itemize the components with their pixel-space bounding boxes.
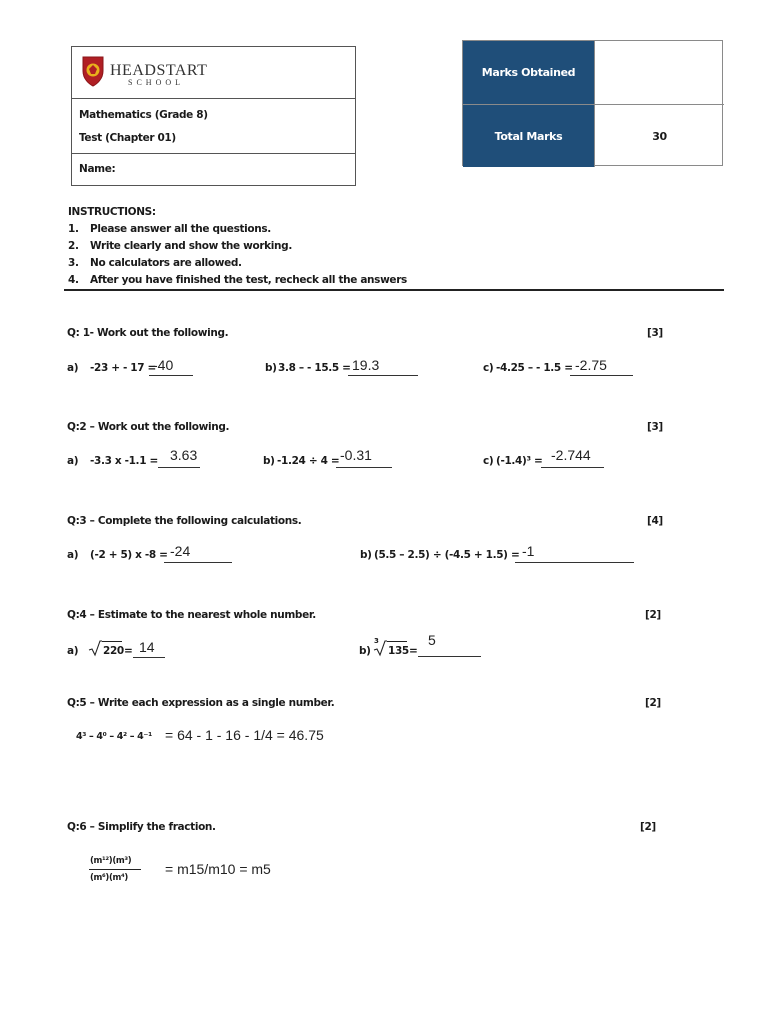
total-marks-header [463,104,594,167]
name-label: Name: [79,163,116,175]
q1-marks: [3] [647,327,663,339]
q5-answer: = 64 - 1 - 16 - 1/4 = 46.75 [165,727,324,743]
total-marks-label: Total Marks [494,129,563,143]
q3a-label: a) [67,549,79,561]
q5-expression: 4³ – 4⁰ – 4² – 4⁻¹ [76,731,152,742]
q3-marks: [4] [647,515,663,527]
q6-numerator: (m¹²)(m³) [90,856,132,866]
q2a-answer: 3.63 [170,447,198,463]
q6-denominator: (m⁶)(m⁴) [90,873,128,883]
q4-title: Q:4 – Estimate to the nearest whole number. [67,609,316,621]
q2c-expression: (-1.4)³ = [496,455,543,467]
q4b-root-index: 3 [374,637,379,645]
school-name-sub: SCHOOL [128,78,185,87]
q4b-label: b) [359,645,371,657]
school-header-box [71,46,356,186]
q1a-expression: -23 + - 17 = [90,362,156,374]
q1b-label: b) [265,362,277,374]
marks-obtained-header [463,41,594,104]
q2a-answer-line [158,449,200,468]
q3b-expression: (5.5 – 2.5) ÷ (-4.5 + 1.5) = [374,549,520,561]
q4b-equals: = [409,645,418,657]
q3b-label: b) [360,549,372,561]
q4a-answer-line [133,640,165,658]
q2a-label: a) [67,455,79,467]
marks-table [462,40,723,166]
cube-root-icon [373,640,387,657]
subject-row [72,99,355,154]
school-name: HEADSTART [110,62,208,79]
q4a-equals: = [124,645,133,657]
total-marks-cell [594,104,724,167]
q1b-answer-line [348,358,418,376]
instruction-text: After you have finished the test, recheck all the answers [90,274,407,286]
q3a-expression: (-2 + 5) x -8 = [90,549,168,561]
q5-marks: [2] [645,697,661,709]
school-crest-icon [81,55,105,87]
q1b-answer: 19.3 [352,357,380,373]
q3-title: Q:3 – Complete the following calculations. [67,515,302,527]
instruction-text: No calculators are allowed. [90,257,242,269]
q6-answer: = m15/m10 = m5 [165,861,271,877]
q2-marks: [3] [647,421,663,433]
marks-obtained-cell [594,41,724,104]
instruction-num: 3. [68,257,79,269]
q4b-vinculum [387,641,407,642]
q4b-answer: 5 [428,632,436,648]
square-root-icon [88,640,102,657]
q2c-answer: -2.744 [551,447,591,463]
section-divider [64,289,724,291]
total-marks-value: 30 [652,129,667,143]
subject-label: Mathematics (Grade 8) [79,109,208,121]
instruction-num: 2. [68,240,79,252]
q2b-expression: -1.24 ÷ 4 = [277,455,340,467]
fraction-bar [89,869,141,870]
q1c-answer-line [570,358,633,376]
instruction-text: Write clearly and show the working. [90,240,292,252]
q2b-answer-line [336,449,392,468]
q1b-expression: 3.8 – - 15.5 = [278,362,351,374]
q1a-label: a) [67,362,79,374]
q1c-answer: -2.75 [575,357,607,373]
q6-marks: [2] [640,821,656,833]
q2c-answer-line [541,449,604,468]
instruction-num: 4. [68,274,79,286]
test-label: Test (Chapter 01) [79,132,176,144]
q4a-vinculum [102,641,122,642]
q3a-answer-line [164,545,232,563]
q1c-label: c) [483,362,494,374]
q1a-answer-line [149,358,193,376]
q3b-answer-line [515,545,634,563]
q4b-radicand: 135 [388,645,409,657]
instruction-num: 1. [68,223,79,235]
q1-title: Q: 1- Work out the following. [67,327,229,339]
q3b-answer: -1 [522,543,535,559]
q1a-answer: -40 [153,357,174,373]
q2-title: Q:2 – Work out the following. [67,421,230,433]
q4-marks: [2] [645,609,661,621]
q2b-label: b) [263,455,275,467]
q2a-expression: -3.3 x -1.1 = [90,455,158,467]
q2c-label: c) [483,455,494,467]
q6-title: Q:6 – Simplify the fraction. [67,821,216,833]
instructions-title: INSTRUCTIONS: [68,206,156,218]
q4a-answer: 14 [139,639,155,655]
q4a-label: a) [67,645,79,657]
marks-obtained-label: Marks Obtained [481,66,576,79]
instruction-text: Please answer all the questions. [90,223,271,235]
logo-row [72,47,355,99]
q2b-answer: -0.31 [340,447,372,463]
q5-title: Q:5 – Write each expression as a single number. [67,697,335,709]
q1c-expression: -4.25 – - 1.5 = [496,362,573,374]
q3a-answer: -24 [170,543,191,559]
q4a-radicand: 220 [103,645,124,657]
